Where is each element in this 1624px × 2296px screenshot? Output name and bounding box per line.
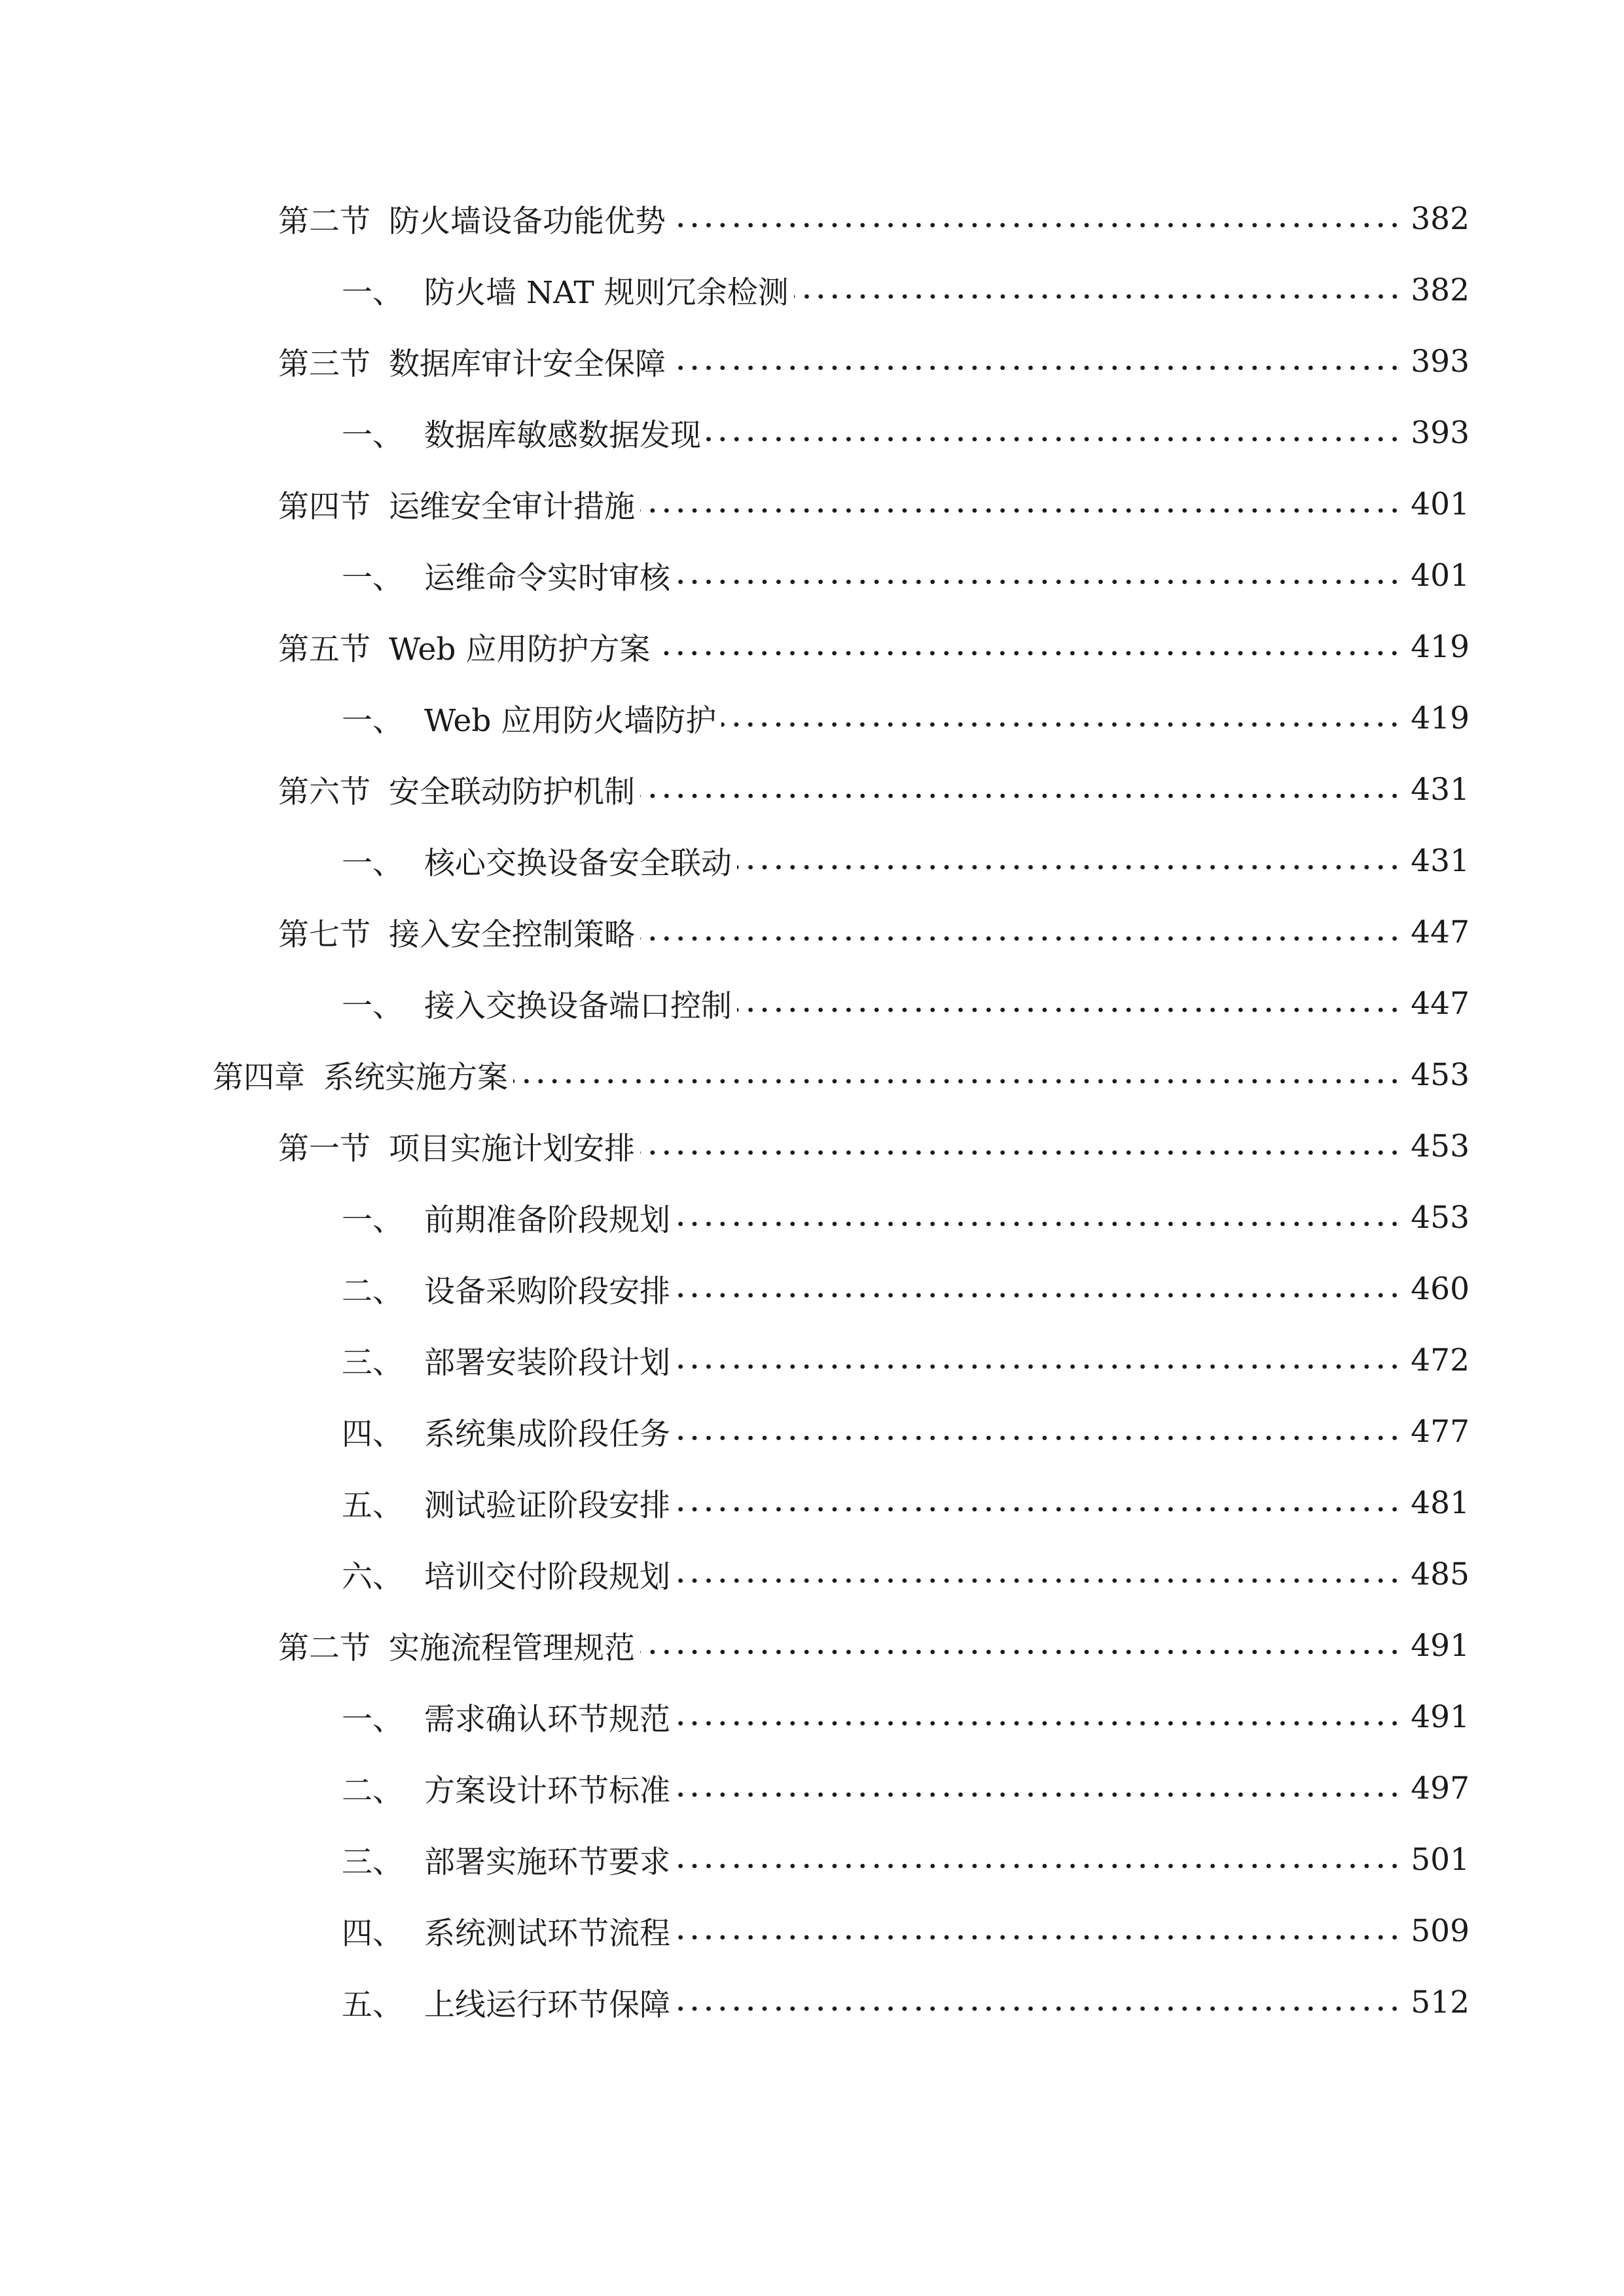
dot-leader (671, 221, 1401, 229)
toc-entry-title: 方案设计环节标准 (424, 1772, 670, 1809)
toc-entry-number: 第七节 (278, 916, 370, 953)
toc-entry[interactable] (342, 1691, 1470, 1743)
toc-entry-number: 一、 (342, 560, 403, 596)
toc-entry-page: 393 (1411, 343, 1470, 380)
toc-entry-number: 第四节 (278, 488, 370, 525)
toc-entry-page: 485 (1411, 1556, 1470, 1592)
toc-entry[interactable] (342, 1405, 1470, 1458)
toc-entry[interactable] (278, 1120, 1470, 1172)
toc-entry-title: 接入交换设备端口控制 (424, 988, 732, 1024)
toc-entry-title: 培训交付阶段规划 (424, 1558, 670, 1595)
toc-entry-page: 472 (1411, 1342, 1470, 1378)
toc-entry-title: 需求确认环节规范 (424, 1701, 670, 1738)
toc-entry-page: 509 (1411, 1912, 1470, 1949)
toc-entry-number: 五、 (342, 1487, 403, 1524)
dot-leader (676, 1862, 1401, 1870)
toc-entry-number: 一、 (342, 417, 403, 454)
toc-entry-title: Web 应用防护方案 (389, 631, 651, 668)
toc-entry-number: 第三节 (278, 346, 370, 382)
toc-entry[interactable] (278, 906, 1470, 958)
dot-leader (676, 1363, 1401, 1371)
toc-entry[interactable] (342, 1548, 1470, 1600)
toc-entry-number: 第一节 (278, 1130, 370, 1167)
dot-leader (640, 1149, 1401, 1157)
toc-entry[interactable] (342, 977, 1470, 1030)
toc-entry[interactable] (342, 264, 1470, 316)
dot-leader (706, 435, 1401, 443)
dot-leader (737, 863, 1401, 871)
dot-leader (737, 1006, 1401, 1014)
dot-leader (640, 1648, 1401, 1656)
toc-entry-title: 防火墙设备功能优势 (389, 203, 666, 240)
toc-entry-number: 二、 (342, 1772, 403, 1809)
toc-entry-number: 三、 (342, 1344, 403, 1381)
toc-entry-title: 部署安装阶段计划 (424, 1344, 670, 1381)
toc-entry[interactable] (342, 1905, 1470, 1957)
dot-leader (676, 1791, 1401, 1799)
toc-entry-number: 五、 (342, 1986, 403, 2023)
toc-entry-title: 设备采购阶段安排 (424, 1273, 670, 1310)
toc-entry-title: 运维安全审计措施 (389, 488, 635, 525)
toc-entry-page: 460 (1411, 1270, 1470, 1307)
toc-entry[interactable] (342, 1833, 1470, 1886)
toc-entry[interactable] (342, 1976, 1470, 2028)
toc-entry[interactable] (342, 406, 1470, 459)
toc-entry-title: 系统测试环节流程 (424, 1915, 670, 1952)
toc-entry[interactable] (342, 1263, 1470, 1315)
dot-leader (676, 1434, 1401, 1442)
toc-entry-number: 三、 (342, 1844, 403, 1880)
toc-entry[interactable] (342, 834, 1470, 887)
dot-leader (655, 649, 1401, 657)
dot-leader (676, 1719, 1401, 1727)
toc-entry-title: 实施流程管理规范 (389, 1630, 635, 1666)
toc-entry-page: 431 (1411, 771, 1470, 808)
toc-entry-title: 上线运行环节保障 (424, 1986, 670, 2023)
toc-entry[interactable] (342, 692, 1470, 744)
toc-entry-number: 二、 (342, 1273, 403, 1310)
toc-entry-number: 第六节 (278, 774, 370, 810)
toc-entry-page: 453 (1411, 1128, 1470, 1164)
dot-leader (640, 935, 1401, 942)
toc-entry-title: Web 应用防火墙防护 (424, 702, 717, 739)
toc-entry-title: 接入安全控制策略 (389, 916, 635, 953)
toc-entry-page: 447 (1411, 985, 1470, 1022)
toc-entry[interactable] (278, 1619, 1470, 1672)
dot-leader (676, 1577, 1401, 1585)
toc-entry-title: 运维命令实时审核 (424, 560, 670, 596)
dot-leader (676, 1505, 1401, 1513)
toc-entry-title: 测试验证阶段安排 (424, 1487, 670, 1524)
toc-entry-number: 六、 (342, 1558, 403, 1595)
toc-entry-page: 401 (1411, 557, 1470, 594)
dot-leader (513, 1077, 1401, 1085)
dot-leader (671, 364, 1401, 372)
dot-leader (676, 1291, 1401, 1299)
toc-entry-page: 401 (1411, 486, 1470, 522)
toc-entry-number: 一、 (342, 702, 403, 739)
toc-entry-title: 防火墙 NAT 规则冗余检测 (424, 274, 789, 311)
toc-entry-number: 一、 (342, 1202, 403, 1238)
dot-leader (676, 1933, 1401, 1941)
toc-entry-number: 一、 (342, 845, 403, 882)
dot-leader (640, 792, 1401, 800)
toc-entry-page: 419 (1411, 700, 1470, 736)
toc-entry-number: 第二节 (278, 203, 370, 240)
toc-entry-title: 核心交换设备安全联动 (424, 845, 732, 882)
toc-entry[interactable] (342, 549, 1470, 601)
toc-entry-number: 第四章 (213, 1059, 305, 1096)
dot-leader (676, 578, 1401, 586)
toc-entry[interactable] (278, 478, 1470, 530)
toc-entry-page: 431 (1411, 842, 1470, 879)
dot-leader (794, 293, 1402, 300)
toc-entry-number: 四、 (342, 1915, 403, 1952)
toc-entry-page: 491 (1411, 1698, 1470, 1735)
toc-entry[interactable] (342, 1762, 1470, 1814)
toc-entry[interactable] (278, 763, 1470, 816)
toc-entry-title: 系统实施方案 (323, 1059, 508, 1096)
toc-entry-number: 一、 (342, 988, 403, 1024)
toc-entry-page: 491 (1411, 1627, 1470, 1664)
toc-chapter-entry[interactable] (213, 1049, 1470, 1101)
toc-entry-number: 四、 (342, 1416, 403, 1452)
toc-entry-number: 一、 (342, 1701, 403, 1738)
toc-entry-page: 393 (1411, 414, 1470, 451)
toc-entry-page: 453 (1411, 1199, 1470, 1236)
toc-entry-number: 一、 (342, 274, 403, 311)
toc-entry-title: 数据库审计安全保障 (389, 346, 666, 382)
toc-entry-title: 系统集成阶段任务 (424, 1416, 670, 1452)
dot-leader (640, 507, 1401, 514)
toc-entry[interactable] (342, 1191, 1470, 1244)
toc-entry-page: 481 (1411, 1484, 1470, 1521)
toc-entry-title: 数据库敏感数据发现 (424, 417, 701, 454)
dot-leader (676, 2005, 1401, 2013)
toc-entry-number: 第二节 (278, 1630, 370, 1666)
dot-leader (721, 721, 1401, 728)
toc-entry-page: 453 (1411, 1056, 1470, 1093)
dot-leader (676, 1220, 1401, 1228)
toc-entry-page: 382 (1411, 272, 1470, 308)
toc-entry[interactable] (278, 620, 1470, 673)
toc-entry-page: 477 (1411, 1413, 1470, 1450)
toc-entry-page: 447 (1411, 914, 1470, 950)
toc-entry-page: 497 (1411, 1770, 1470, 1806)
toc-entry-page: 512 (1411, 1984, 1470, 2020)
toc-entry[interactable] (342, 1477, 1470, 1529)
toc-entry[interactable] (278, 335, 1470, 387)
toc-entry-page: 382 (1411, 200, 1470, 237)
toc-entry[interactable] (342, 1334, 1470, 1386)
toc-entry-title: 项目实施计划安排 (389, 1130, 635, 1167)
toc-entry-page: 419 (1411, 628, 1470, 665)
toc-entry-title: 部署实施环节要求 (424, 1844, 670, 1880)
toc-entry-page: 501 (1411, 1841, 1470, 1878)
toc-entry-number: 第五节 (278, 631, 370, 668)
toc-entry-title: 前期准备阶段规划 (424, 1202, 670, 1238)
toc-entry-title: 安全联动防护机制 (389, 774, 635, 810)
toc-entry[interactable] (278, 192, 1470, 245)
